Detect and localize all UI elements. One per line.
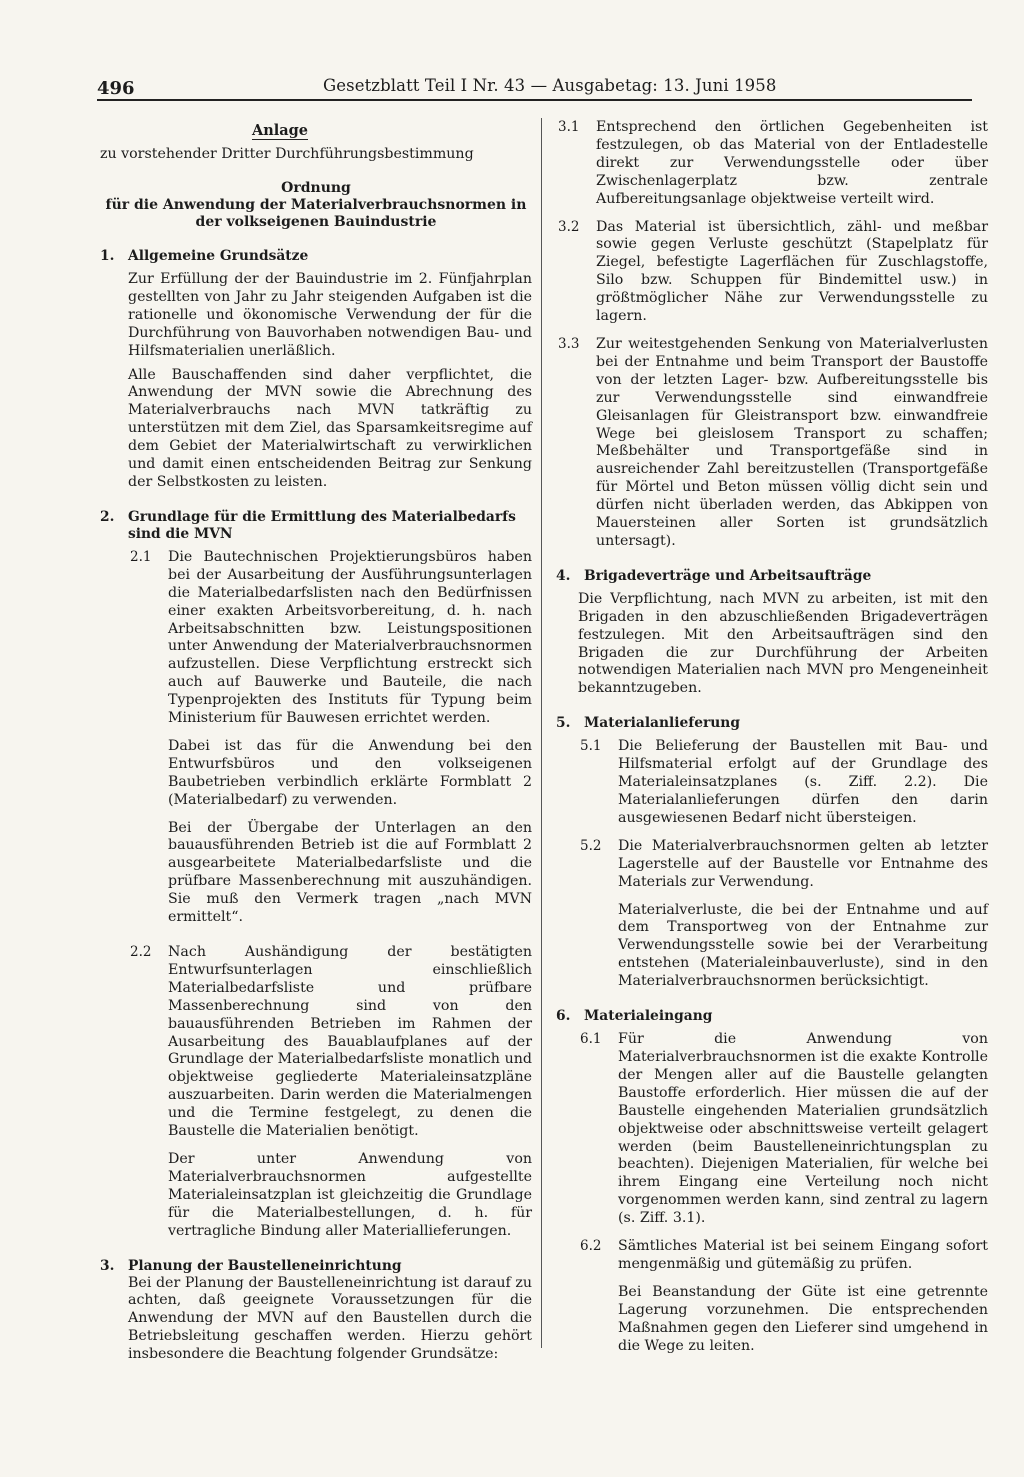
anlage-heading: Anlage [251,122,309,139]
subsection-6-1: 6.1 Für die Anwendung von Materialverbrauchsnormen ist die exakte Kontrolle der Mengen aller auf die Baustelle gelangten Baustoffe erforderlich. Hier müssen die auf der Baustelle eingehenden Materialien grundsätzlich objektweise oder abschnittsweise verteilt gelagert werden (beim Baustelleneinrichtungsplan zu beachten). Diejenigen Materialien, für welche bei ihrem Eingang eine Verteilung noch nicht vorgenommen werden kann, sind zentral zu lagern (s. Ziff. 3.1). [580,1031,988,1227]
section-5-heading: 5. Materialanlieferung [556,715,740,732]
section-4-paragraph: Die Verpflichtung, nach MVN zu arbeiten, ist mit den Brigaden in den abzuschließenden Brigadeverträgen festzulegen. Mit den Arbeitsaufträgen sind den Brigaden die zur Durchführung der Arbeiten notwendigen Materialien nach MVN pro Mengeneinheit bekanntzugeben. [578,590,988,697]
section-3-heading: 3. Planung der Baustelleneinrichtung [100,1257,402,1274]
right-column [556,119,988,1355]
section-1-heading: 1. Allgemeine Grundsätze [100,248,309,264]
left-column [100,122,532,1364]
subsection-3-1: 3.1 Entsprechend den örtlichen Gegebenheiten ist festzulegen, ob das Material von der Entladestelle direkt zur Verwendungsstelle oder über Zwischenlagerplatz bzw. zentrale Aufbereitungsanlage objektweise verteilt wird. [558,119,988,207]
subsection-6-2-paragraph-2: Bei Beanstandung der Güte ist eine getrennte Lagerung vorzunehmen. Die entsprechenden Maßnahmen gegen den Lieferer sind umgehend in die Wege zu leiten. [618,1283,988,1354]
subsection-2-2-paragraph-1: Nach Aushändigung der bestätigten Entwurfsunterlagen einschließlich Materialbedarfsliste und prüfbare Massenberechnung sind von den bauausführenden Betrieben im Rahmen der Ausarbeitung des Bauablaufplanes auf der Grundlage der Materialbedarfsliste monatlich und objektweise gegliederte Materialeinsatzpläne auszuarbeiten. Darin werden die Materialmengen und die Termine festgelegt, zu denen die Baustelle die Materialien benötigt. [168,944,532,1140]
subsection-2-1-paragraph-3: Bei der Übergabe der Unterlagen an den bauausführenden Betrieb ist die auf Formblatt 2 ausgearbeitete Materialbedarfsliste und die prüfbare Massenberechnung mit auszuhändigen. Sie muß den Vermerk tragen „nach MVN ermittelt“. [168,819,532,926]
subsection-2-1-paragraph-1: Die Bautechnischen Projektierungsbüros haben bei der Ausarbeitung der Ausführungsunterlagen die Materialbedarfslisten nach den Bedürfnissen einer exakten Arbeitsvorbereitung, d. h. nach Arbeitsabschnitten bzw. Leistungspositionen unter Anwendung der Materialverbrauchsnormen aufzustellen. Diese Verpflichtung erstreckt sich auch auf Bauwerke und Bauteile, die nach Typenprojekten des Instituts für Typung beim Ministerium für Bauwesen errichtet werden. [168,548,532,727]
section-4-heading: 4. Brigadeverträge und Arbeitsaufträge [556,567,872,584]
subsection-5-2-paragraph-1: Die Materialverbrauchsnormen gelten ab letzter Lagerstelle auf der Baustelle vor Entnahme des Materials zur Verwendung. [618,837,988,890]
header-rule [97,99,972,101]
subsection-2-2-paragraph-2: Der unter Anwendung von Materialverbrauchsnormen aufgestellte Materialeinsatzplan ist gleichzeitig die Grundlage für die Materialbestellungen, d. h. für vertragliche Bindung aller Materiallieferungen. [168,1150,532,1239]
page-number: 496 [97,78,135,99]
section-1-paragraph-1: Zur Erfüllung der der Bauindustrie im 2. Fünfjahrplan gestellten von Jahr zu Jahr steigenden Aufgaben ist die rationelle und ökonomische Verwendung der für die Durchführung von Bauvorhaben notwendigen Bau- und Hilfsmaterialien unerläßlich. [128,271,532,359]
column-divider [541,118,542,1348]
header-title: Gesetzblatt Teil I Nr. 43 — Ausgabetag: 13. Juni 1958 [323,76,777,95]
subsection-2-1: 2.1 Die Bautechnischen Projektierungsbüros haben bei der Ausarbeitung der Ausführungsunterlagen die Materialbedarfslisten nach den Bedürfnissen einer exakten Arbeitsvorbereitung, d. h. nach Arbeitsabschnitten bzw. Leistungspositionen unter Anwendung der Materialverbrauchsnormen aufzustellen. Diese Verpflichtung erstreckt sich auch auf Bauwerke und Bauteile, die nach Typenprojekten des Instituts für Typung beim Ministerium für Bauwesen errichtet werden. Dabei ist das für die Anwendung bei den Entwurfsbüros und den volkseigenen Baubetrieben verbindlich erklärte Formblatt 2 (Materialbedarf) zu verwenden. Bei der Übergabe der Unterlagen an den bauausführenden Betrieb ist die auf Formblatt 2 ausgearbeitete Materialbedarfsliste und die prüfbare Massenberechnung mit auszuhändigen. Sie muß den Vermerk tragen „nach MVN ermittelt“. [130,548,532,926]
subsection-5-2-paragraph-2: Materialverluste, die bei der Entnahme und auf dem Transportweg von der Entnahme zur Verwendungsstelle sowie bei der Verarbeitung entstehen (Materialeinbauverluste), sind in den Materialverbrauchsnormen berücksichtigt. [618,901,988,990]
subsection-6-2-paragraph-1: Sämtliches Material ist bei seinem Eingang sofort mengenmäßig und gütemäßig zu prüfen. [618,1238,988,1272]
subsection-3-2: 3.2 Das Material ist übersichtlich, zähl- und meßbar sowie gegen Verluste geschützt (Stapelplatz für Ziegel, befestigte Lagerflächen für Zuschlagstoffe, Silo bzw. Schuppen für Bindemittel usw.) in größtmöglicher Nähe zur Verwendungsstelle zu lagern. [558,218,988,325]
subsection-5-1: 5.1 Die Belieferung der Baustellen mit Bau- und Hilfsmaterial erfolgt auf der Grundlage des Materialeinsatzplanes (s. Ziff. 2.2). Die Materialanlieferungen dürfen den darin ausgewiesenen Bedarf nicht übersteigen. [580,738,988,826]
subsection-2-1-paragraph-2: Dabei ist das für die Anwendung bei den Entwurfsbüros und den volkseigenen Baubetrieben verbindlich erklärte Formblatt 2 (Materialbedarf) zu verwenden. [168,737,532,808]
section-2-heading: 2. Grundlage für die Ermittlung des Materialbedarfs sind die MVN [100,508,516,542]
ordnung-title: Ordnung für die Anwendung der Materialverbrauchsnormen in der volkseigenen Bauindustrie [105,180,527,230]
anlage-subtitle: zu vorstehender Dritter Durchführungsbestimmung [100,146,474,162]
subsection-3-3: 3.3 Zur weitestgehenden Senkung von Materialverlusten bei der Entnahme und beim Transport der Baustoffe von der letzten Lager- bzw. Aufbereitungsstelle bis zur Verwendungsstelle sind einwandfreie Gleisanlagen für Gleistransport bzw. einwandfreie Wege bei gleislosem Transport zu schaffen; Meßbehälter und Transportgefäße sind in ausreichender Zahl bereitzustellen (Transportgefäße für Mörtel und Beton müssen völlig dicht sein und dürfen nicht überladen werden, das Abkippen von Mauersteinen aller Sorten ist grundsätzlich untersagt). [558,335,988,549]
section-6-heading: 6. Materialeingang [556,1008,713,1025]
subsection-5-2: 5.2 Die Materialverbrauchsnormen gelten ab letzter Lagerstelle auf der Baustelle vor Entnahme des Materials zur Verwendung. Materialverluste, die bei der Entnahme und auf dem Transportweg von der Entnahme zur Verwendungsstelle sowie bei der Verarbeitung entstehen (Materialeinbauverluste), sind in den Materialverbrauchsnormen berücksichtigt. [580,837,988,990]
subsection-2-2: 2.2 Nach Aushändigung der bestätigten Entwurfsunterlagen einschließlich Materialbedarfsliste und prüfbare Massenberechnung sind von den bauausführenden Betrieben im Rahmen der Ausarbeitung des Bauablaufplanes auf der Grundlage der Materialbedarfsliste monatlich und objektweise gegliederte Materialeinsatzpläne auszuarbeiten. Darin werden die Materialmengen und die Termine festgelegt, zu denen die Baustelle die Materialien benötigt. Der unter Anwendung von Materialverbrauchsnormen aufgestellte Materialeinsatzplan ist gleichzeitig die Grundlage für die Materialbestellungen, d. h. für vertragliche Bindung aller Materiallieferungen. [130,944,532,1239]
subsection-6-2: 6.2 Sämtliches Material ist bei seinem Eingang sofort mengenmäßig und gütemäßig zu prüfen. Bei Beanstandung der Güte ist eine getrennte Lagerung vorzunehmen. Die entsprechenden Maßnahmen gegen den Lieferer sind umgehend in die Wege zu leiten. [580,1238,988,1354]
section-1-paragraph-2: Alle Bauschaffenden sind daher verpflichtet, die Anwendung der MVN sowie die Abrechnung des Materialverbrauchs nach MVN tatkräftig zu unterstützen mit dem Ziel, das Sparsamkeitsregime auf dem Gebiet der Materialwirtschaft zu verwirklichen und damit einen entscheidenden Beitrag zur Senkung der Selbstkosten zu leisten. [128,366,532,490]
section-3-paragraph: Bei der Planung der Baustelleneinrichtung ist darauf zu achten, daß geeignete Voraussetzungen für die Anwendung der MVN auf den Baustellen durch die Betriebsleitung geschaffen werden. Hierzu gehört insbesondere die Beachtung folgender Grundsätze: [128,1274,532,1363]
